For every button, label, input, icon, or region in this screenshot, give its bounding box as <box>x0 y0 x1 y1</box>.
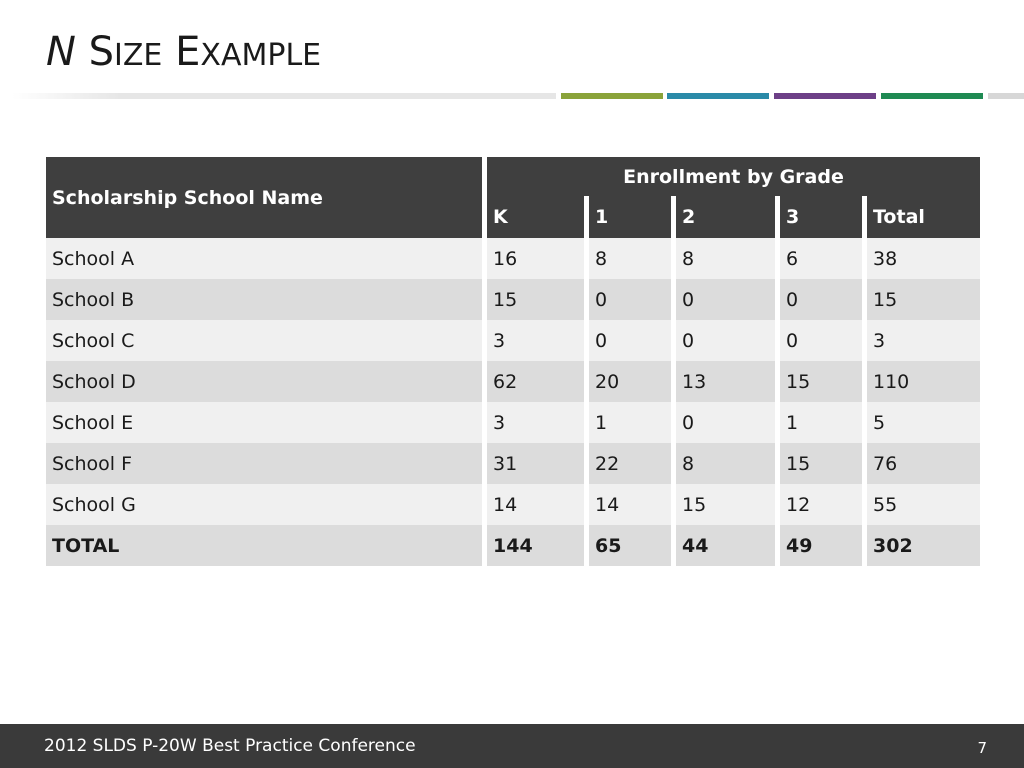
page-number: 7 <box>977 739 987 757</box>
title-e: E <box>175 29 201 75</box>
school-name-cell: School A <box>46 238 482 279</box>
table-row <box>46 443 980 484</box>
enrollment-cell: 20 <box>584 361 671 402</box>
table-row <box>46 484 980 525</box>
total-row <box>46 525 980 566</box>
table-row <box>46 361 980 402</box>
enrollment-table <box>46 157 980 566</box>
enrollment-cell: 13 <box>671 361 775 402</box>
school-name-cell: School F <box>46 443 482 484</box>
enrollment-cell: 3 <box>482 402 584 443</box>
enrollment-cell: 5 <box>862 402 980 443</box>
enrollment-cell: 8 <box>671 238 775 279</box>
table-row <box>46 402 980 443</box>
conference-name: 2012 SLDS P-20W Best Practice Conference <box>44 736 416 756</box>
enrollment-cell: 110 <box>862 361 980 402</box>
enrollment-cell: 302 <box>862 525 980 566</box>
enrollment-cell: 0 <box>671 279 775 320</box>
enrollment-cell: 15 <box>671 484 775 525</box>
enrollment-cell: 49 <box>775 525 862 566</box>
enrollment-cell: 44 <box>671 525 775 566</box>
enrollment-cell: 8 <box>584 238 671 279</box>
enrollment-cell: 6 <box>775 238 862 279</box>
enrollment-cell: 1 <box>584 402 671 443</box>
column-header-k: K <box>482 196 584 238</box>
enrollment-cell: 55 <box>862 484 980 525</box>
slide-title <box>46 24 321 84</box>
enrollment-cell: 14 <box>482 484 584 525</box>
enrollment-cell: 38 <box>862 238 980 279</box>
school-name-cell: School C <box>46 320 482 361</box>
enrollment-cell: 14 <box>584 484 671 525</box>
enrollment-cell: 1 <box>775 402 862 443</box>
title-divider-fade <box>12 93 556 99</box>
enrollment-cell: 65 <box>584 525 671 566</box>
enrollment-cell: 16 <box>482 238 584 279</box>
table-row <box>46 279 980 320</box>
school-name-cell: School B <box>46 279 482 320</box>
enrollment-cell: 0 <box>584 279 671 320</box>
enrollment-cell: 144 <box>482 525 584 566</box>
enrollment-cell: 0 <box>584 320 671 361</box>
name-column-header: Scholarship School Name <box>46 157 482 238</box>
enrollment-cell: 15 <box>775 443 862 484</box>
enrollment-cell: 0 <box>671 320 775 361</box>
enrollment-cell: 3 <box>482 320 584 361</box>
table-body <box>46 238 980 566</box>
enrollment-cell: 0 <box>671 402 775 443</box>
enrollment-cell: 15 <box>775 361 862 402</box>
slide-footer <box>0 724 1024 768</box>
enrollment-cell: 15 <box>482 279 584 320</box>
table-header-row <box>46 157 980 196</box>
school-name-cell: School D <box>46 361 482 402</box>
title-s: S <box>88 29 115 75</box>
column-header-2: 2 <box>671 196 775 238</box>
column-header-3: 3 <box>775 196 862 238</box>
title-ize: IZE <box>114 38 163 73</box>
column-header-1: 1 <box>584 196 671 238</box>
enrollment-cell: 12 <box>775 484 862 525</box>
enrollment-cell: 0 <box>775 279 862 320</box>
title-n: N <box>46 29 76 75</box>
school-name-cell: School E <box>46 402 482 443</box>
enrollment-cell: 0 <box>775 320 862 361</box>
school-name-cell: School G <box>46 484 482 525</box>
enrollment-group-header: Enrollment by Grade <box>482 157 980 196</box>
accent-bar-teal <box>667 93 769 99</box>
enrollment-cell: 3 <box>862 320 980 361</box>
accent-bar-gray <box>988 93 1024 99</box>
enrollment-cell: 62 <box>482 361 584 402</box>
table-row <box>46 320 980 361</box>
enrollment-cell: 76 <box>862 443 980 484</box>
title-xample: XAMPLE <box>200 38 322 73</box>
enrollment-cell: 8 <box>671 443 775 484</box>
column-header-total: Total <box>862 196 980 238</box>
school-name-cell: TOTAL <box>46 525 482 566</box>
enrollment-cell: 31 <box>482 443 584 484</box>
enrollment-cell: 15 <box>862 279 980 320</box>
table-row <box>46 238 980 279</box>
accent-bar-purple <box>774 93 876 99</box>
accent-bar-dark-green <box>881 93 983 99</box>
enrollment-cell: 22 <box>584 443 671 484</box>
accent-bar-green <box>561 93 663 99</box>
